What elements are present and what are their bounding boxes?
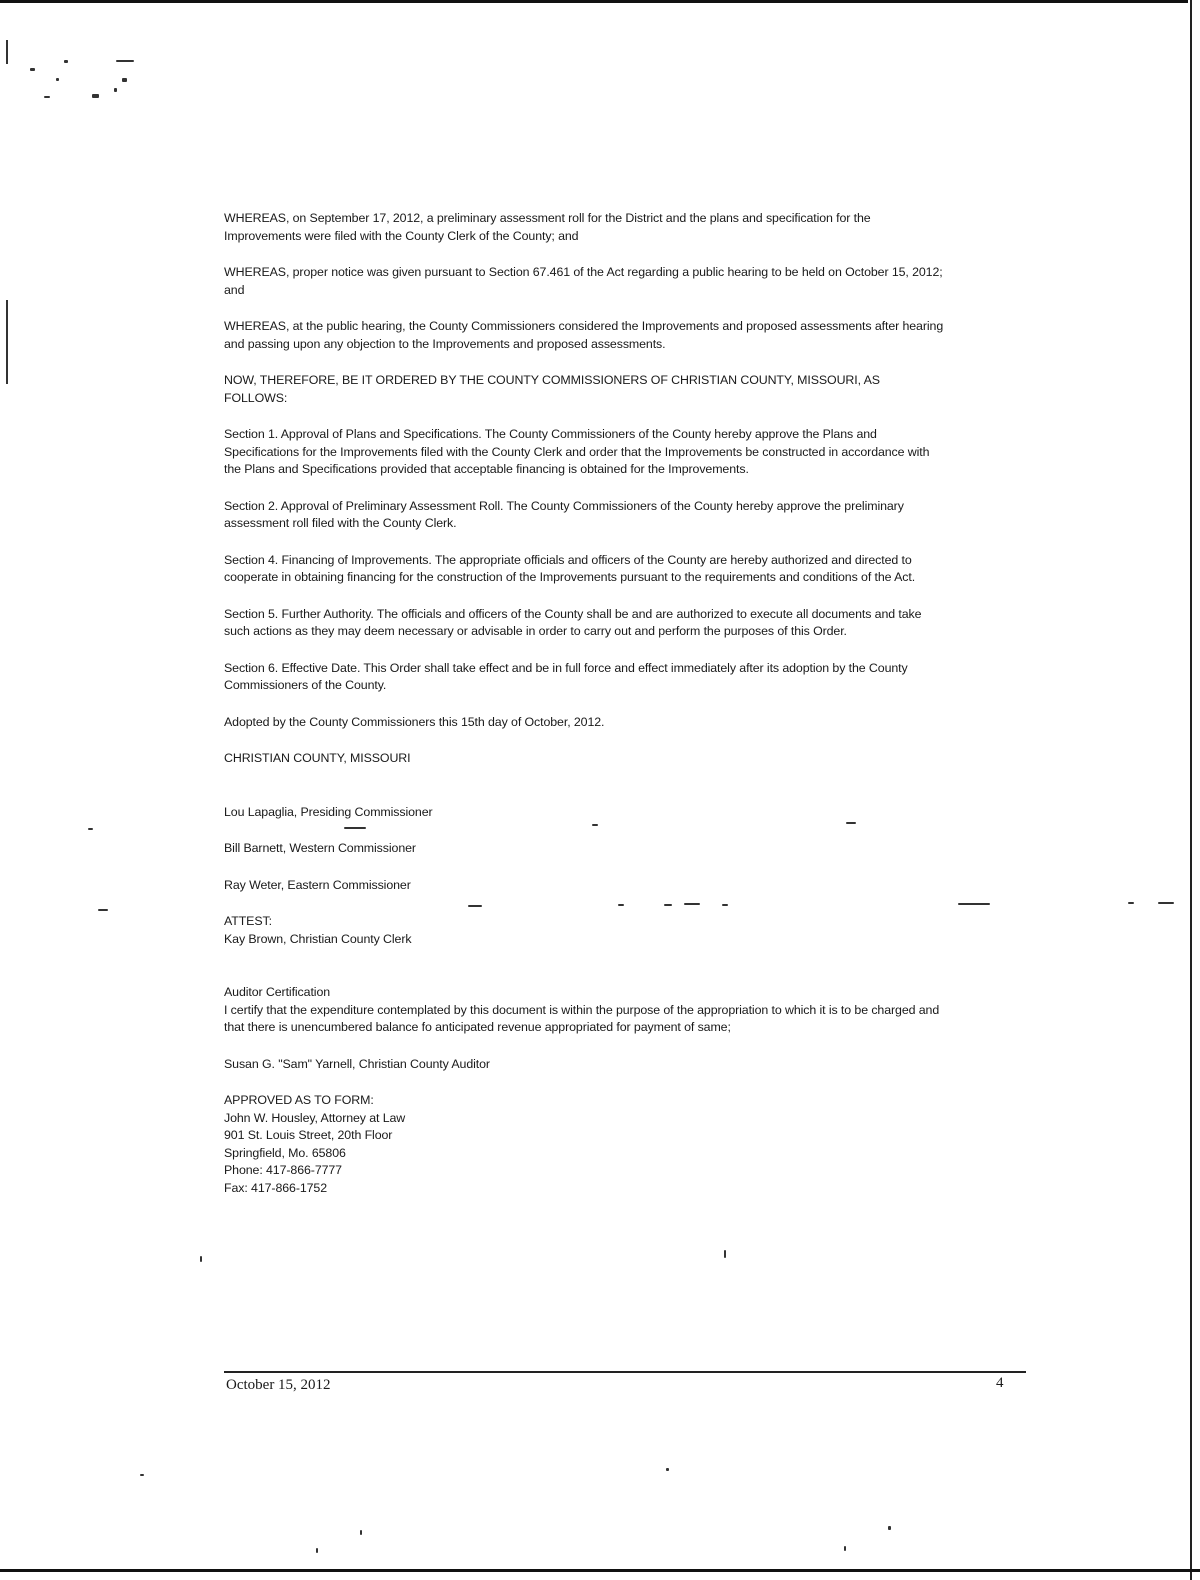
scan-speck [844, 1546, 846, 1551]
section-1-paragraph: Section 1. Approval of Plans and Specifications. The County Commissioners of the County hereby approve the Plans and Specifications for the Improvements filed with the County Clerk and order that the Improvements be constructed in accordance with the Plans and Specifications provided that acceptable financing is obtained for the Improvements. [224, 427, 930, 476]
footer-date: October 15, 2012 [226, 1377, 331, 1393]
county-auditor: Susan G. "Sam" Yarnell, Christian County Auditor [224, 1056, 490, 1071]
scan-speck [360, 1530, 362, 1535]
scan-speck [56, 78, 59, 81]
scan-speck [116, 60, 134, 62]
scan-speck [316, 1548, 318, 1553]
section-6-paragraph: Section 6. Effective Date. This Order shall take effect and be in full force and effect immediately after its adoption by the County Commissioners of the County. [224, 660, 908, 692]
whereas-hearing-paragraph: WHEREAS, at the public hearing, the County Commissioners considered the Improvements and proposed assessments after hearing and passing upon any objection to the Improvements and proposed assessments. [224, 319, 944, 351]
county-name: CHRISTIAN COUNTY, MISSOURI [224, 751, 411, 765]
scan-speck [44, 96, 50, 98]
scan-speck [666, 1468, 669, 1471]
scan-border-top [0, 0, 1188, 3]
now-therefore-paragraph: NOW, THEREFORE, BE IT ORDERED BY THE COUNTY COMMISSIONERS OF CHRISTIAN COUNTY, MISSOURI, AS FOLLOWS: [224, 373, 880, 405]
scan-speck [64, 60, 68, 63]
section-2-paragraph: Section 2. Approval of Preliminary Assessment Roll. The County Commissioners of the County hereby approve the preliminary assessment roll filed with the County Clerk. [224, 498, 904, 530]
scan-speck [1158, 902, 1174, 904]
scan-speck [98, 909, 108, 911]
scan-speck [92, 94, 99, 98]
attest-label: ATTEST: [224, 914, 272, 928]
presiding-commissioner: Lou Lapaglia, Presiding Commissioner [224, 804, 433, 819]
attorney-address-street: 901 St. Louis Street, 20th Floor [224, 1128, 393, 1142]
scan-speck [30, 68, 35, 71]
scan-border-bottom [0, 1569, 1200, 1572]
page-number: 4 [996, 1375, 1004, 1391]
scan-speck [140, 1474, 144, 1476]
scan-speck [1128, 902, 1134, 904]
scan-speck [114, 88, 117, 92]
section-5-paragraph: Section 5. Further Authority. The officials and officers of the County shall be and are authorized to execute all documents and take such actions as they may deem necessary or advisable in order to carry out and perform the purposes of this Order. [224, 606, 922, 638]
whereas-notice-paragraph: WHEREAS, proper notice was given pursuant to Section 67.461 of the Act regarding a public hearing to be held on October 15, 2012; and [224, 265, 943, 297]
scan-speck [958, 903, 990, 905]
scan-speck [200, 1256, 202, 1262]
county-clerk: Kay Brown, Christian County Clerk [224, 931, 412, 946]
scan-speck [122, 78, 127, 82]
attorney-name: John W. Housley, Attorney at Law [224, 1110, 406, 1125]
adopted-paragraph: Adopted by the County Commissioners this 15th day of October, 2012. [224, 714, 605, 729]
scan-speck [88, 828, 93, 830]
attorney-phone: Phone: 417-866-7777 [224, 1163, 342, 1177]
scan-speck [888, 1526, 891, 1530]
section-4-paragraph: Section 4. Financing of Improvements. The appropriate officials and officers of the County are hereby authorized and directed to cooperate in obtaining financing for the construction of the Improvements pursuant to the requirements and conditions of the Act. [224, 552, 916, 584]
margin-mark [6, 40, 8, 64]
whereas-filing-paragraph: WHEREAS, on September 17, 2012, a preliminary assessment roll for the District and the plans and specification for the Improvements were filed with the County Clerk of the County; and [224, 211, 871, 243]
attorney-fax: Fax: 417-866-1752 [224, 1180, 328, 1195]
approved-as-to-form-label: APPROVED AS TO FORM: [224, 1093, 374, 1107]
attorney-address-city: Springfield, Mo. 65806 [224, 1145, 346, 1160]
auditor-certification-statement: I certify that the expenditure contemplated by this document is within the purpose of the appropriation to which it is to be charged and that there is unencumbered balance fo anticipated revenue appropriated for payment of same; [224, 1002, 940, 1034]
auditor-certification-heading: Auditor Certification [224, 985, 331, 999]
eastern-commissioner: Ray Weter, Eastern Commissioner [224, 877, 411, 892]
scan-speck [724, 1250, 726, 1258]
scan-border-right [1190, 0, 1192, 1580]
document-body [224, 210, 944, 1197]
western-commissioner: Bill Barnett, Western Commissioner [224, 841, 416, 855]
margin-mark [6, 300, 8, 384]
footer-rule [224, 1371, 1026, 1373]
